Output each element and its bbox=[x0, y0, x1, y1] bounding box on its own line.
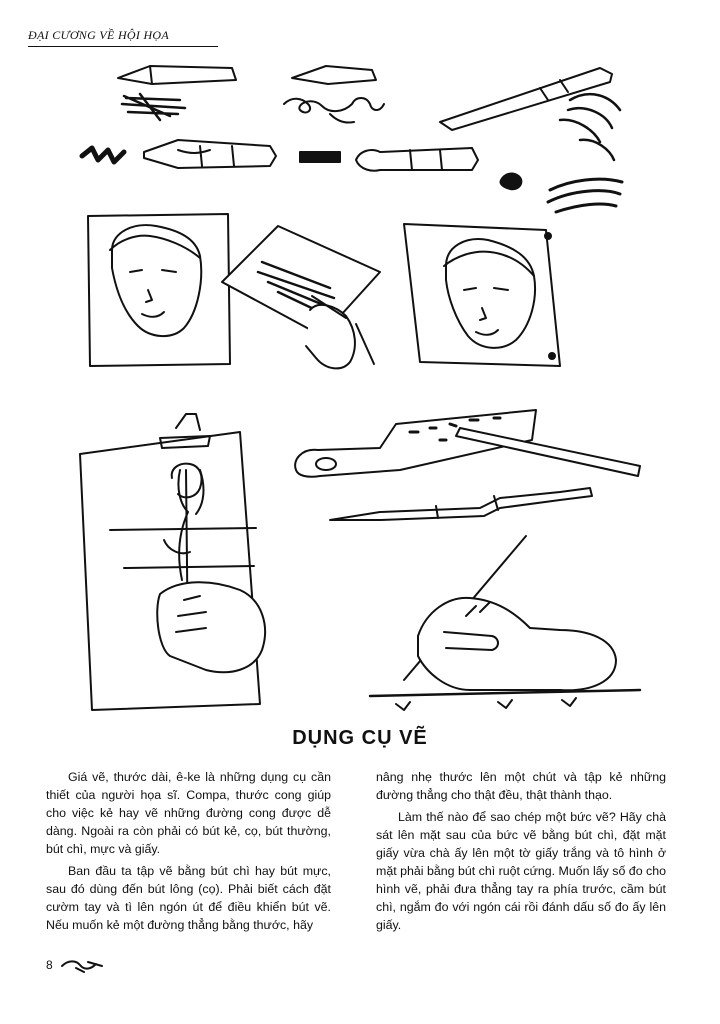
decorative-flourish-icon bbox=[58, 956, 108, 974]
running-title: ĐẠI CƯƠNG VỀ HỘI HỌA bbox=[28, 28, 170, 42]
pen-holder-and-ruler-figure bbox=[295, 410, 640, 520]
easel-measuring-figure bbox=[80, 414, 265, 710]
pen-nibs-and-strokes-figure bbox=[82, 66, 622, 212]
tracing-portrait-figure bbox=[88, 214, 560, 368]
paragraph: Làm thế nào để sao chép một bức vẽ? Hãy chà sát lên mặt sau của bức vẽ bằng bút chì, đặt mặt giấy vừa chà ấy lên một tờ giấy trắng và tô hình ở mặt phải bằng bút chì ruột cứng. Muốn lấy số đo cho hình vẽ, phải đưa thẳng tay ra phía trước, cầm bút chì, ngắm đo với ngón cái rồi đánh dấu số đo ấy lên giấy. bbox=[376, 810, 667, 932]
body-left-column bbox=[46, 768, 331, 938]
body-right-column bbox=[376, 768, 666, 938]
paragraph-continuation: nâng nhẹ thước lên một chút và tập kẻ những đường thẳng cho thật đều, thật thành thạo. bbox=[376, 770, 666, 802]
hand-drawing-with-ruler-figure bbox=[370, 536, 640, 710]
paragraph: Giá vẽ, thước dài, ê-ke là những dụng cụ cần thiết của người họa sĩ. Compa, thước cong giúp cho việc kẻ hay vẽ những đường cong được dễ dàng. Ngoài ra còn phải có bút kẻ, cọ, bút thường, bút chì, mực và giấy. bbox=[46, 770, 331, 856]
paragraph: Ban đầu ta tập vẽ bằng bút chì hay bút mực, sau đó dùng đến bút lông (cọ). Phải biết cách đặt cườm tay và tì lên ngón út để điều khiển bút vẽ. Nếu muốn kẻ một đường thẳng bằng thước, hãy bbox=[46, 864, 331, 932]
section-title: DỤNG CỤ VẼ bbox=[292, 727, 428, 749]
page-number: 8 bbox=[46, 958, 53, 972]
